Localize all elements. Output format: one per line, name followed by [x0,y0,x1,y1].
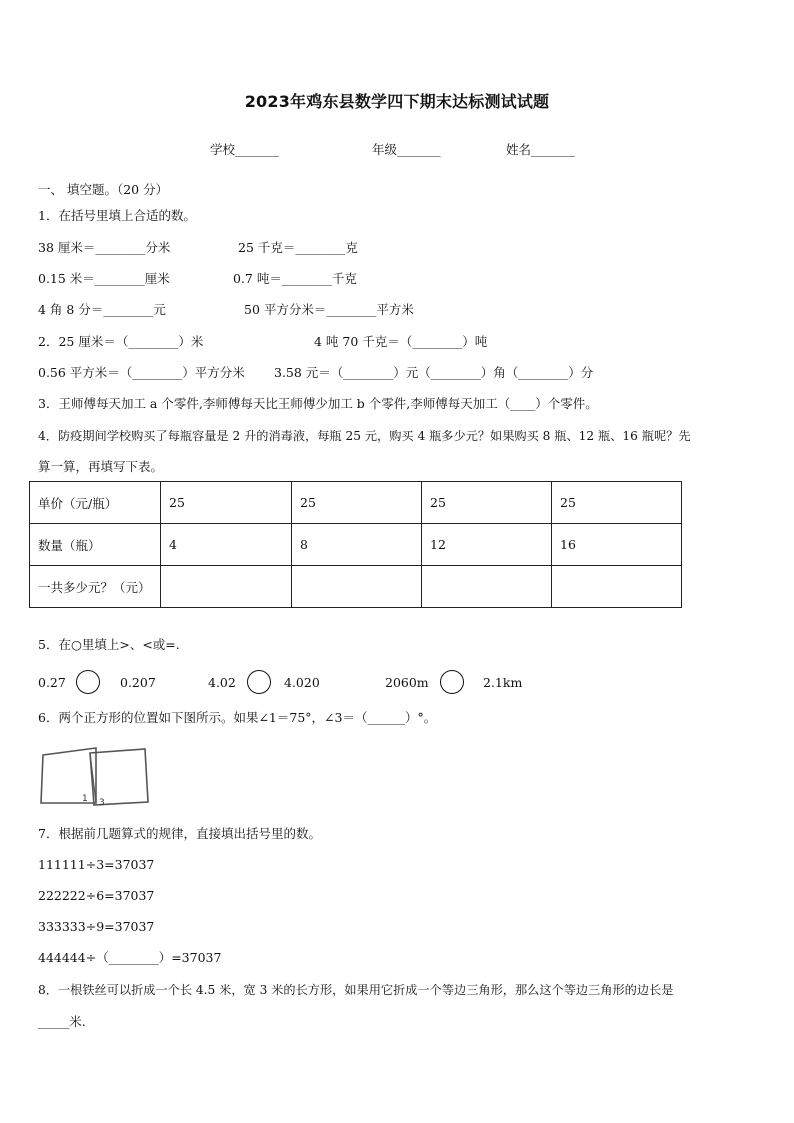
q7-line: 444444÷（________）=37037 [38,950,222,965]
table-cell: 8 [292,524,422,566]
table-cell: 16 [552,524,682,566]
square-left [41,748,96,803]
compare-circle[interactable] [76,670,100,694]
q1-item: 25 千克＝________克 [238,240,358,255]
q7-line: 333333÷9=37037 [38,919,155,934]
table-row [30,524,682,566]
table-row [30,482,682,524]
answer-cell[interactable] [161,566,292,608]
answer-cell[interactable] [292,566,422,608]
q7-stem: 7．根据前几题算式的规律，直接填出括号里的数。 [38,826,321,841]
compare-value: 4.020 [284,675,320,690]
table-cell: 25 [422,482,552,524]
two-squares-figure [38,745,152,809]
q7-line: 222222÷6=37037 [38,888,155,903]
q1-item: 0.15 米＝________厘米 [38,271,170,286]
q1-item: 4 角 8 分＝________元 [38,302,166,317]
square-right [90,749,148,805]
table-cell: 4 [161,524,292,566]
school-field[interactable]: 学校_______ [210,142,279,157]
table-cell: 一共多少元？（元） [30,566,161,608]
page-title: 2023年鸡东县数学四下期末达标测试试题 [244,92,550,111]
name-field[interactable]: 姓名_______ [506,142,575,157]
compare-value: 0.207 [120,675,156,690]
table-row [30,566,682,608]
compare-circle[interactable] [440,670,464,694]
q8-text-line2: _____米. [38,1014,86,1029]
q1-item: 50 平方分米＝________平方米 [244,302,414,317]
q5-stem: 5．在○里填上>、<或=. [38,637,180,652]
table-cell: 25 [552,482,682,524]
q4-text-line1: 4．防疫期间学校购买了每瓶容量是 2 升的消毒液，每瓶 25 元，购买 4 瓶多少元？如果购买 8 瓶、12 瓶、16 瓶呢？先 [38,429,691,443]
compare-circle[interactable] [247,670,271,694]
table-cell: 25 [161,482,292,524]
angle-3-label: 3 [99,798,105,808]
grade-field[interactable]: 年级_______ [372,142,441,157]
q4-text-line2: 算一算，再填写下表。 [38,459,164,474]
table-cell: 数量（瓶） [30,524,161,566]
answer-cell[interactable] [422,566,552,608]
q1-stem: 1．在括号里填上合适的数。 [38,208,196,223]
table-cell: 25 [292,482,422,524]
section-heading: 一、 填空题。（20 分） [38,182,169,197]
answer-cell[interactable] [552,566,682,608]
q2-item: 0.56 平方米＝（________）平方分米 [38,365,245,380]
table-cell: 单价（元/瓶） [30,482,161,524]
q2-item: 4 吨 70 千克＝（________）吨 [314,334,488,349]
compare-value: 4.02 [208,675,236,690]
q6-stem: 6．两个正方形的位置如下图所示。如果∠1＝75°，∠3＝（______）°。 [38,710,437,725]
q2-item: 2．25 厘米＝（________）米 [38,334,204,349]
q3-text: 3．王师傅每天加工 a 个零件,李师傅每天比王师傅少加工 b 个零件,李师傅每天加工（____）个零件。 [38,396,598,411]
q2-item: 3.58 元＝（________）元（________）角（________）分 [274,365,594,380]
compare-value: 0.27 [38,675,66,690]
q1-item: 38 厘米＝________分米 [38,240,171,255]
compare-value: 2.1km [483,675,523,690]
table-cell: 12 [422,524,552,566]
price-table [29,481,682,608]
q7-line: 111111÷3=37037 [38,857,155,872]
angle-1-label: 1 [82,794,88,804]
q8-text-line1: 8．一根铁丝可以折成一个长 4.5 米，宽 3 米的长方形，如果用它折成一个等边三角形，那么这个等边三角形的边长是 [38,983,674,997]
q1-item: 0.7 吨＝________千克 [233,271,357,286]
compare-value: 2060m [385,675,429,690]
